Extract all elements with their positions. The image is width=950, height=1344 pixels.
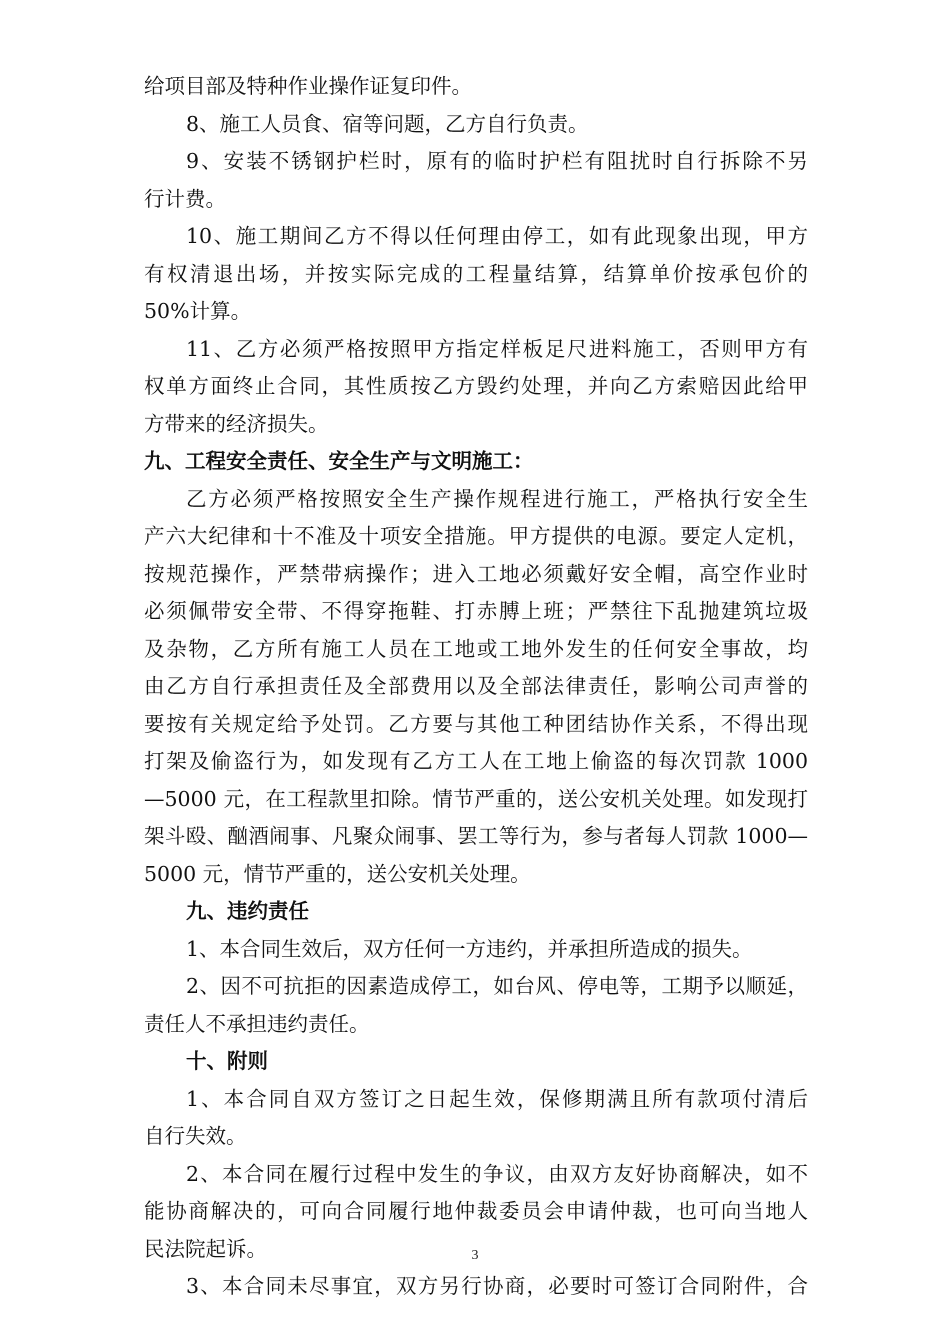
text-line: 1、本合同生效后，双方任何一方违约，并承担所造成的损失。 bbox=[186, 936, 753, 961]
text-line: 50%计算。 bbox=[144, 299, 252, 323]
text-line: 8、施工人员食、宿等问题，乙方自行负责。 bbox=[186, 111, 589, 136]
text-line: 责任人不承担违约责任。 bbox=[144, 1011, 370, 1036]
section-heading: 九、违约责任 bbox=[186, 899, 309, 923]
page-number: 3 bbox=[471, 1248, 479, 1263]
section-heading: 十、附则 bbox=[186, 1049, 268, 1073]
text-line: 有权清退出场，并按实际完成的工程量结算，结算单价按承包价的 bbox=[144, 261, 808, 286]
text-line: 10、施工期间乙方不得以任何理由停工，如有此现象出现，甲方 bbox=[186, 224, 808, 248]
text-line: 权单方面终止合同，其性质按乙方毁约处理，并向乙方索赔因此给甲 bbox=[144, 374, 808, 398]
text-line: 9、安装不锈钢护栏时，原有的临时护栏有阻扰时自行拆除不另 bbox=[186, 149, 808, 173]
text-line: 行计费。 bbox=[144, 186, 226, 211]
text-line: —5000 元，在工程款里扣除。情节严重的，送公安机关处理。如发现打 bbox=[144, 786, 808, 811]
text-line: 2、因不可抗拒的因素造成停工，如台风、停电等，工期予以顺延， bbox=[186, 974, 808, 998]
text-line: 产六大纪律和十不准及十项安全措施。甲方提供的电源。要定人定机， bbox=[144, 524, 808, 548]
text-line: 2、本合同在履行过程中发生的争议，由双方友好协商解决，如不 bbox=[186, 1161, 808, 1186]
text-line: 按规范操作，严禁带病操作；进入工地必须戴好安全帽，高空作业时 bbox=[144, 561, 808, 586]
text-line: 自行失效。 bbox=[144, 1124, 247, 1148]
text-line: 民法院起诉。 bbox=[144, 1236, 267, 1261]
text-line: 架斗殴、酗酒闹事、凡聚众闹事、罢工等行为，参与者每人罚款 1000— bbox=[144, 824, 808, 848]
text-line: 3、本合同未尽事宜，双方另行协商，必要时可签订合同附件，合 bbox=[186, 1274, 808, 1298]
text-line: 能协商解决的，可向合同履行地仲裁委员会申请仲裁，也可向当地人 bbox=[144, 1199, 808, 1223]
text-line: 必须佩带安全带、不得穿拖鞋、打赤膊上班；严禁往下乱抛建筑垃圾 bbox=[144, 599, 808, 623]
text-line: 由乙方自行承担责任及全部费用以及全部法律责任，影响公司声誉的 bbox=[144, 674, 808, 698]
section-heading: 九、工程安全责任、安全生产与文明施工： bbox=[144, 449, 534, 473]
text-line: 要按有关规定给予处罚。乙方要与其他工种团结协作关系，不得出现 bbox=[144, 711, 808, 736]
text-line: 及杂物，乙方所有施工人员在工地或工地外发生的任何安全事故，均 bbox=[144, 636, 808, 661]
text-line: 方带来的经济损失。 bbox=[144, 411, 329, 436]
text-line: 乙方必须严格按照安全生产操作规程进行施工，严格执行安全生 bbox=[186, 486, 808, 511]
text-line: 11、乙方必须严格按照甲方指定样板足尺进料施工，否则甲方有 bbox=[186, 336, 808, 361]
text-line: 打架及偷盗行为，如发现有乙方工人在工地上偷盗的每次罚款 1000 bbox=[144, 749, 808, 773]
text-line: 5000 元，情节严重的，送公安机关处理。 bbox=[144, 861, 531, 886]
text-line: 给项目部及特种作业操作证复印件。 bbox=[144, 74, 472, 98]
document-body bbox=[144, 68, 808, 1306]
text-line: 1、本合同自双方签订之日起生效，保修期满且所有款项付清后 bbox=[186, 1086, 808, 1111]
